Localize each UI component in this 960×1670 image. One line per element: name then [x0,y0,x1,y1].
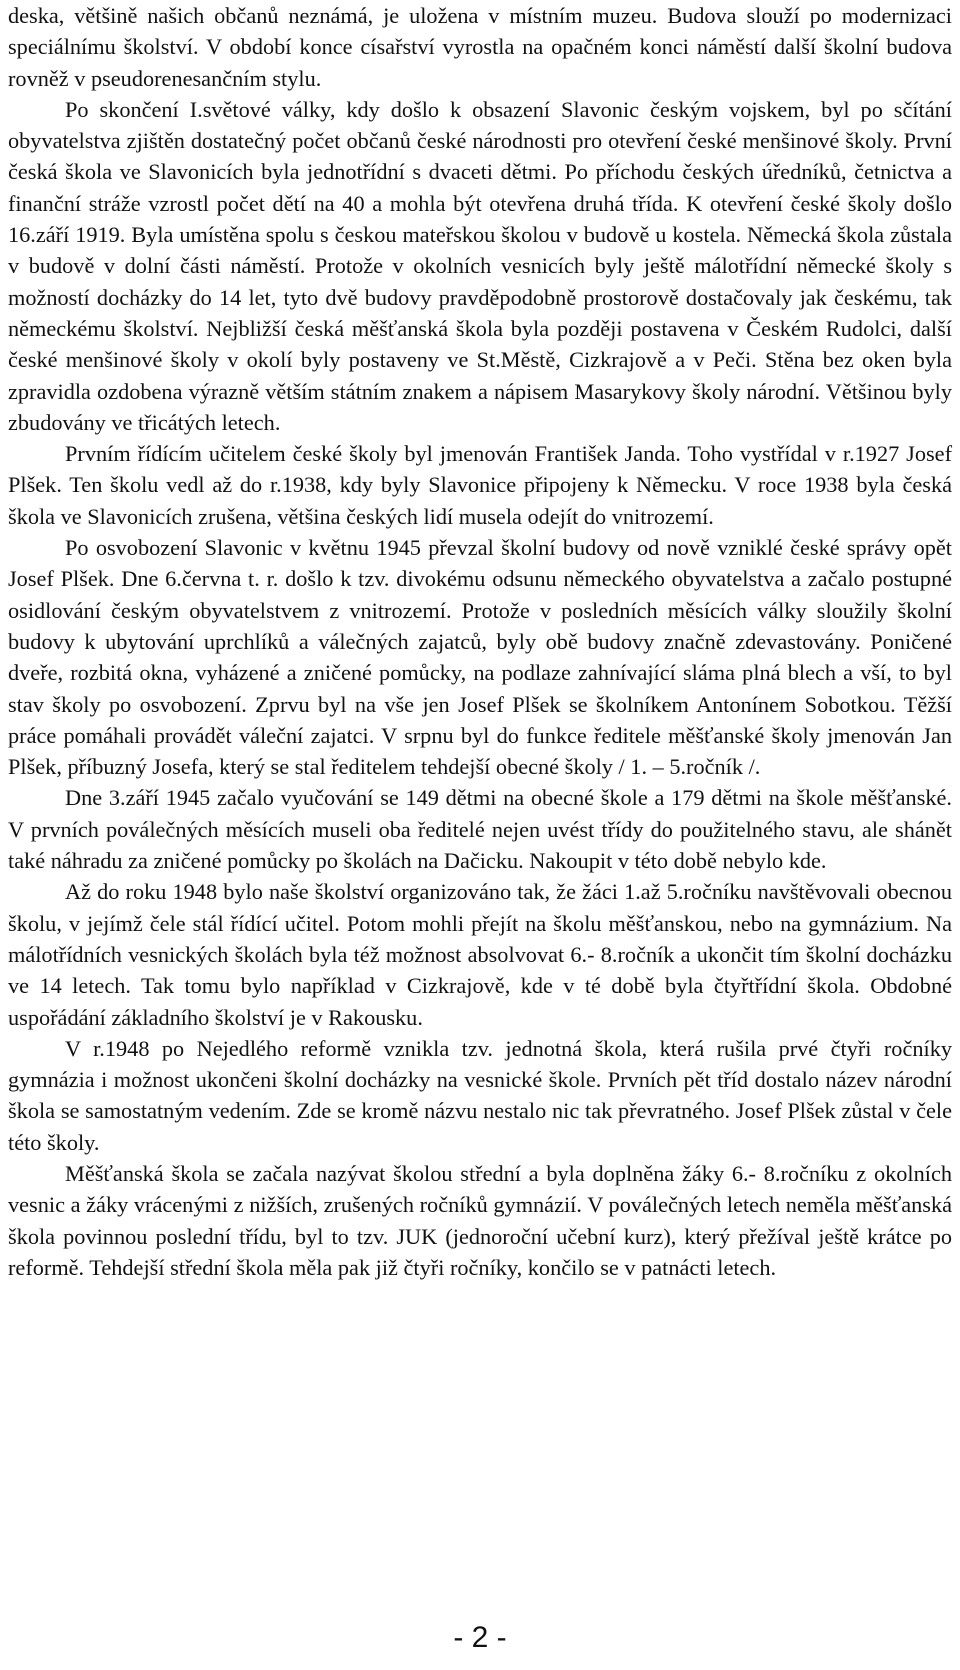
paragraph-4: Po osvobození Slavonic v květnu 1945 převzal školní budovy od nově vzniklé české správy opět Josef Plšek. Dne 6.června t. r. došlo k tzv. divokému odsunu německého obyvatelstva a začalo postupné osidlování českým obyvatelstvem z vnitrozemí. Protože v posledních měsících války sloužily školní budovy k ubytování uprchlíků a válečných zajatců, byly obě budovy značně zdevastovány. Poničené dveře, rozbitá okna, vyházené a zničené pomůcky, na podlaze zahnívající sláma plná blech a vší, to byl stav školy po osvobození. Zprvu byl na vše jen Josef Plšek se školníkem Antonínem Sobotkou. Těžší práce pomáhali provádět váleční zajatci. V srpnu byl do funkce ředitele měšťanské školy jmenován Jan Plšek, příbuzný Josefa, který se stal ředitelem tehdejší obecné školy / 1. – 5.ročník /. [8,535,952,780]
paragraph-7: V r.1948 po Nejedlého reformě vznikla tzv. jednotná škola, která rušila prvé čtyři ročníky gymnázia i možnost ukončeni školní docházky na vesnické škole. Prvních pět tříd dostalo název národní škola se samostatným vedením. Zde se kromě názvu nestalo nic tak převratného. Josef Plšek zůstal v čele této školy. [8,1035,952,1155]
paragraph-2: Po skončení I.světové války, kdy došlo k obsazení Slavonic českým vojskem, byl po sčítání obyvatelstva zjištěn dostatečný počet občanů české národnosti pro otevření české menšinové školy. První česká škola ve Slavonicích byla jednotřídní s dvaceti dětmi. Po příchodu českých úředníků, četnictva a finanční stráže vzrostl počet dětí na 40 a mohla být otevřena druhá třída. K otevření české školy došlo 16.září 1919. Byla umístěna spolu s českou mateřskou školou v budově u kostela. Německá škola zůstala v budově v dolní části náměstí. Protože v okolních vesnicích byly ještě málotřídní německé školy s možností docházky do 14 let, tyto dvě budovy pravděpodobně prostorově dostačovaly jak českému, tak německému školství. Nejbližší česká měšťanská škola byla později postavena v Českém Rudolci, další české menšinové školy v okolí byly postaveny ve St.Městě, Cizkrajově a v Peči. Stěna bez oken byla zpravidla ozdobena výrazně větším státním znakem a nápisem Masarykovy školy národní. Většinou byly zbudovány ve třicátých letech. [8,96,952,435]
paragraph-5: Dne 3.září 1945 začalo vyučování se 149 dětmi na obecné škole a 179 dětmi na škole měšťanské. V prvních poválečných měsících museli oba ředitelé nejen uvést třídy do použitelného stavu, ale shánět také náhradu za zničené pomůcky po školách na Dačicku. Nakoupit v této době nebylo kde. [8,785,952,874]
document-body [8,0,952,1283]
page-number: - 2 - [453,1621,507,1654]
paragraph-8: Měšťanská škola se začala nazývat školou střední a byla doplněna žáky 6.- 8.ročníku z okolních vesnic a žáky vrácenými z nižších, zrušených ročníků gymnázií. V poválečných letech neměla měšťanská škola povinnou poslední třídu, byl to tzv. JUK (jednoroční učební kurz), který přežíval ještě krátce po reformě. Tehdejší střední škola měla pak již čtyři ročníky, končilo se v patnácti letech. [8,1160,952,1280]
paragraph-6: Až do roku 1948 bylo naše školství organizováno tak, že žáci 1.až 5.ročníku navštěvovali obecnou školu, v jejímž čele stál řídící učitel. Potom mohli přejít na školu měšťanskou, nebo na gymnázium. Na málotřídních vesnických školách byla též možnost absolvovat 6.- 8.ročník a ukončit tím školní docházku ve 14 letech. Tak tomu bylo například v Cizkrajově, kde v té době byla čtyřtřídní škola. Obdobné uspořádání základního školství je v Rakousku. [8,879,952,1030]
paragraph-3: Prvním řídícím učitelem české školy byl jmenován František Janda. Toho vystřídal v r.1927 Josef Plšek. Ten školu vedl až do r.1938, kdy byly Slavonice připojeny k Německu. V roce 1938 byla česká škola ve Slavonicích zrušena, většina českých lidí musela odejít do vnitrozemí. [8,441,952,529]
paragraph-1: deska, většině našich občanů neznámá, je uložena v místním muzeu. Budova slouží po modernizaci speciálnímu školství. V období konce císařství vyrostla na opačném konci náměstí další školní budova rovněž v pseudorenesančním stylu. [8,3,952,91]
